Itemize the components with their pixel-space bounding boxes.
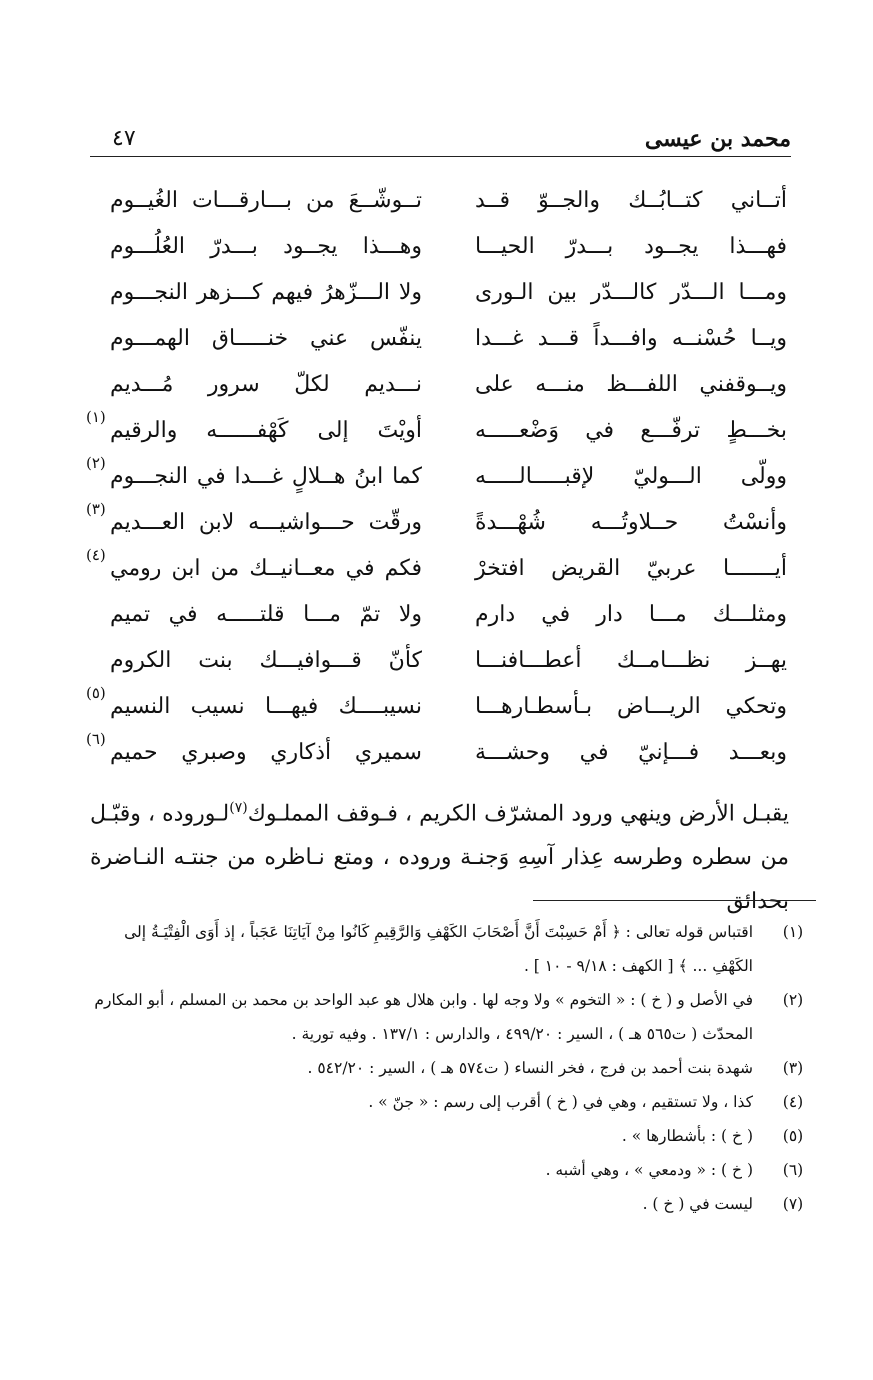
verse-second-hemistich — [86, 408, 422, 443]
footnote-text: ( خ ) : « ودمعي » ، وهي أشبه . — [545, 1161, 753, 1179]
footnote-text: ( خ ) : بأشطارها » . — [621, 1127, 753, 1145]
poem — [86, 184, 787, 782]
footnote-ref-marker[interactable]: (٣) — [86, 500, 106, 518]
poem-verse — [86, 500, 787, 552]
verse-first-hemistich: وتحكي الريـــاض بـأسطـارهـــا — [475, 694, 787, 719]
footnote-ref-marker[interactable]: (٢) — [86, 454, 106, 472]
footnote-number: (١) — [782, 923, 804, 941]
prose-paragraph — [90, 786, 789, 924]
verse-first-hemistich: ومـــا الـــدّر كالـــدّر بين الـورى — [475, 280, 787, 305]
poem-verse — [110, 598, 787, 644]
footnote-number: (٢) — [782, 991, 804, 1009]
prose-line — [90, 786, 789, 836]
verse-second-hemistich — [86, 454, 422, 489]
verse-first-hemistich: ومثلـــك مـــا دار في دارم — [475, 602, 787, 627]
poem-verse — [86, 730, 787, 782]
footnote-number: (٦) — [782, 1161, 804, 1179]
verse-first-hemistich: ويــا حُسْنــه وافـــداً قـــد غـــدا — [475, 326, 787, 351]
poem-verse — [110, 276, 787, 322]
footnote — [84, 1153, 813, 1187]
poem-verse — [110, 230, 787, 276]
hemistich-text: نسيبــــك فيهـــا نسيب النسيم — [110, 694, 422, 719]
footnote-text: شهدة بنت أحمد بن فرج ، فخر النساء ( ت٥٧٤ هـ ) ، السير : ٥٤٢/٢٠ . — [307, 1059, 753, 1077]
verse-first-hemistich: أتــاني كتــابُــك والجــوّ قــد — [475, 188, 787, 213]
footnote-ref-marker[interactable]: (٦) — [86, 730, 106, 748]
footnote-text: اقتباس قوله تعالى : ﴿ أَمْ حَسِبْتَ أَنَّ أَصْحَابَ الكَهْفِ وَالرَّقِيمِ كَانُوا مِنْ آيَاتِنَا عَجَباً ، إذ أَوَى الْفِتْيَـةُ إلى الكَهْفِ ... ﴾ [ الكهف : ٩/١٨ - ١٠ ] . — [124, 923, 753, 975]
verse-first-hemistich: وأنسْتُ حــلاوتُـــه شُهْـــدةً — [475, 510, 787, 535]
verse-second-hemistich: كأنّ قـــوافيـــك بنت الكروم — [110, 648, 422, 673]
page-number: ٤٧ — [112, 126, 136, 151]
footnote-text: ليست في ( خ ) . — [642, 1195, 753, 1213]
verse-first-hemistich: وولّى الـــوليّ لإقبـــــالـــــه — [475, 464, 787, 489]
verse-second-hemistich — [86, 684, 422, 719]
running-header — [90, 126, 791, 157]
prose-line: من سطره وطرسه عِذار آسِهِ وَجنـة وروده ، ومتع نـاظره من جنتـه النـاضرة بحدائق — [90, 845, 789, 915]
verse-first-hemistich: وبعـــد فـــإنيّ في وحشـــة — [475, 740, 787, 765]
poem-verse — [86, 454, 787, 506]
verse-second-hemistich: ولا تمّ مـــا قلتـــــه في تميم — [110, 602, 422, 627]
verse-second-hemistich: ولا الـــزّهرُ فيهم كـــزهر النجـــوم — [110, 280, 422, 305]
footnote — [84, 1085, 813, 1119]
footnote — [84, 915, 813, 983]
hemistich-text: ورقّت حـــواشيـــه لابن العـــديم — [110, 510, 422, 535]
poem-verse — [110, 368, 787, 414]
footnotes — [84, 915, 813, 1221]
footnote-number: (٤) — [782, 1093, 804, 1111]
footnote-ref-marker[interactable]: (٤) — [86, 546, 106, 564]
footnote-ref-marker[interactable]: (١) — [86, 408, 106, 426]
footnote-number: (٥) — [782, 1127, 804, 1145]
hemistich-text: سميري أذكاري وصبري حميم — [110, 740, 422, 765]
verse-second-hemistich: ينفّس عني خنـــــاق الهمـــوم — [110, 326, 422, 351]
verse-first-hemistich: يهــز نظـــامــك أعطـــافنـــا — [475, 648, 787, 673]
hemistich-text: كما ابنُ هــلالٍ غـــدا في النجـــوم — [110, 464, 422, 489]
verse-second-hemistich — [86, 546, 422, 581]
hemistich-text: أويْتَ إلى كَهْفــــــه والرقيم — [110, 418, 422, 443]
footnote — [84, 983, 813, 1051]
footnote-number: (٧) — [782, 1195, 804, 1213]
footnote-separator — [533, 900, 816, 901]
footnote-text: في الأصل و ( خ ) : « التخوم » ولا وجه لها . وابن هلال هو عبد الواحد بن محمد بن المسلم ، أبو المكارم المحدّث ( ت٥٦٥ هـ ) ، السير : ٤٩٩/٢٠ ، والدارس : ١٣٧/١ . وفيه تورية . — [94, 991, 753, 1043]
poem-verse — [110, 184, 787, 230]
verse-first-hemistich: ويــوقفني اللفـــظ منـــه على — [475, 372, 787, 397]
hemistich-text: فكم في معــانيــك من ابن رومي — [110, 556, 422, 581]
footnote — [84, 1051, 813, 1085]
verse-first-hemistich: بخـــطٍ ترفّـــع في وَضْعـــــه — [475, 418, 787, 443]
verse-first-hemistich: أيـــــــا عربيّ القريض افتخرْ — [475, 556, 787, 581]
footnote-number: (٣) — [782, 1059, 804, 1077]
poem-verse — [110, 644, 787, 690]
verse-second-hemistich: نـــديم لكلّ سرور مُـــديم — [110, 372, 422, 397]
poem-verse — [86, 408, 787, 460]
prose-text: يقبـل الأرض وينهي ورود المشرّف الكريم ، فـوقف المملـوك — [247, 801, 789, 827]
verse-second-hemistich — [86, 730, 422, 765]
prose-text: لـوروده ، وقبّـل — [90, 801, 230, 827]
running-header-author: محمد بن عيسى — [644, 126, 791, 152]
verse-first-hemistich: فهـــذا يجــود بـــدرّ الحيـــا — [475, 234, 787, 259]
verse-second-hemistich: تــوشّــعَ من بـــارقـــات الغُيــوم — [110, 188, 422, 213]
footnote — [84, 1119, 813, 1153]
footnote — [84, 1187, 813, 1221]
poem-verse — [86, 546, 787, 598]
verse-second-hemistich: وهـــذا يجــود بـــدرّ العُلُـــوم — [110, 234, 422, 259]
verse-second-hemistich — [86, 500, 422, 535]
poem-verse — [86, 684, 787, 736]
footnote-ref-marker[interactable]: (٧) — [229, 800, 248, 816]
poem-verse — [110, 322, 787, 368]
footnote-text: كذا ، ولا تستقيم ، وهي في ( خ ) أقرب إلى رسم : « جنّ » . — [368, 1093, 753, 1111]
footnote-ref-marker[interactable]: (٥) — [86, 684, 106, 702]
